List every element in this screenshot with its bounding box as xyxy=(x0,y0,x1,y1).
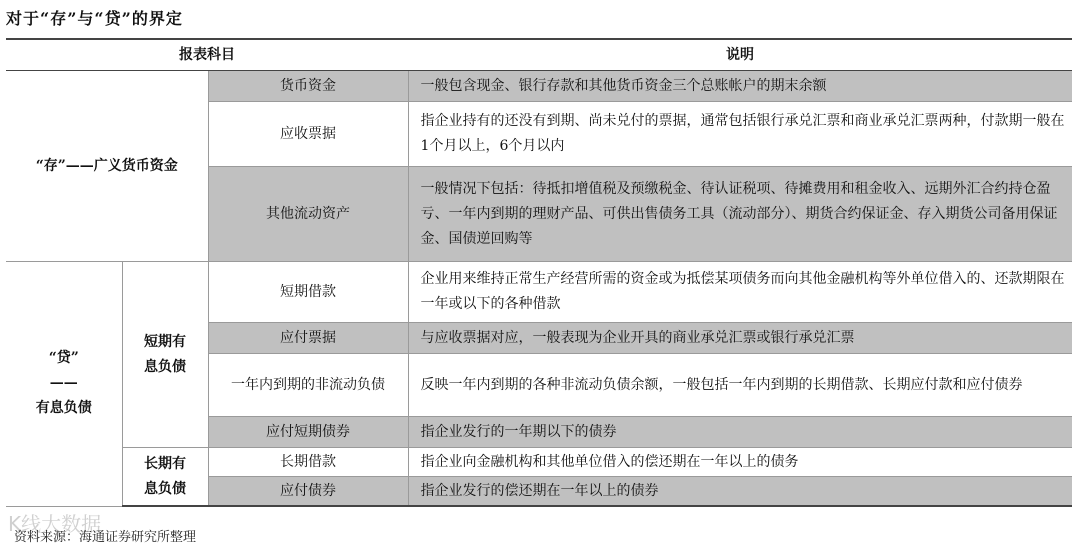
row-desc: 一般情况下包括：待抵扣增值税及预缴税金、待认证税项、待摊费用和租金收入、远期外汇合约持仓盈亏、一年内到期的理财产品、可供出售债务工具（流动部分）、期货合约保证金、存入期货公司备用保证金、国债逆回购等 xyxy=(408,167,1072,262)
category-dai-line1: “贷” xyxy=(48,350,79,367)
watermark: K线大数据 xyxy=(8,512,102,536)
row-item: 应付债券 xyxy=(208,477,408,507)
subcategory-short xyxy=(122,262,208,448)
source-note: 资料来源：海通证券研究所整理 xyxy=(14,530,197,545)
category-dai-line2: —— xyxy=(49,375,78,392)
row-desc: 指企业发行的偿还期在一年以上的债券 xyxy=(408,477,1072,507)
row-desc: 与应收票据对应，一般表现为企业开具的商业承兑汇票或银行承兑汇票 xyxy=(408,323,1072,354)
subcategory-long-line2: 息负债 xyxy=(144,480,186,497)
table-title: 对于“存”与“贷”的界定 xyxy=(6,9,183,28)
subcategory-short-line1: 短期有 xyxy=(144,333,186,350)
header-item: 报表科目 xyxy=(6,39,408,71)
row-desc: 企业用来维持正常生产经营所需的资金或为抵偿某项债务而向其他金融机构等外单位借入的、还款期限在一年或以下的各种借款 xyxy=(408,262,1072,323)
row-desc: 指企业发行的一年期以下的债券 xyxy=(408,417,1072,448)
category-dai-line3: 有息负债 xyxy=(35,400,92,417)
header-row xyxy=(6,39,1072,71)
category-cun: “存”——广义货币资金 xyxy=(6,71,208,262)
row-item: 货币资金 xyxy=(208,71,408,102)
row-item: 应付票据 xyxy=(208,323,408,354)
table-row xyxy=(6,262,1072,323)
category-dai xyxy=(6,262,122,507)
row-item: 短期借款 xyxy=(208,262,408,323)
definition-table xyxy=(6,38,1072,507)
row-desc: 反映一年内到期的各种非流动负债余额，一般包括一年内到期的长期借款、长期应付款和应付债券 xyxy=(408,354,1072,417)
header-desc: 说明 xyxy=(408,39,1072,71)
row-item: 应付短期债券 xyxy=(208,417,408,448)
row-item: 应收票据 xyxy=(208,102,408,167)
subcategory-long xyxy=(122,448,208,507)
subcategory-short-line2: 息负债 xyxy=(144,358,186,375)
table-row xyxy=(6,448,1072,477)
row-item: 其他流动资产 xyxy=(208,167,408,262)
row-desc: 指企业向金融机构和其他单位借入的偿还期在一年以上的债务 xyxy=(408,448,1072,477)
row-desc: 指企业持有的还没有到期、尚未兑付的票据，通常包括银行承兑汇票和商业承兑汇票两种，付款期一般在1个月以上，6个月以内 xyxy=(408,102,1072,167)
table-row xyxy=(6,71,1072,102)
row-desc: 一般包含现金、银行存款和其他货币资金三个总账帐户的期末余额 xyxy=(408,71,1072,102)
row-item: 长期借款 xyxy=(208,448,408,477)
subcategory-long-line1: 长期有 xyxy=(144,455,186,472)
row-item: 一年内到期的非流动负债 xyxy=(208,354,408,417)
